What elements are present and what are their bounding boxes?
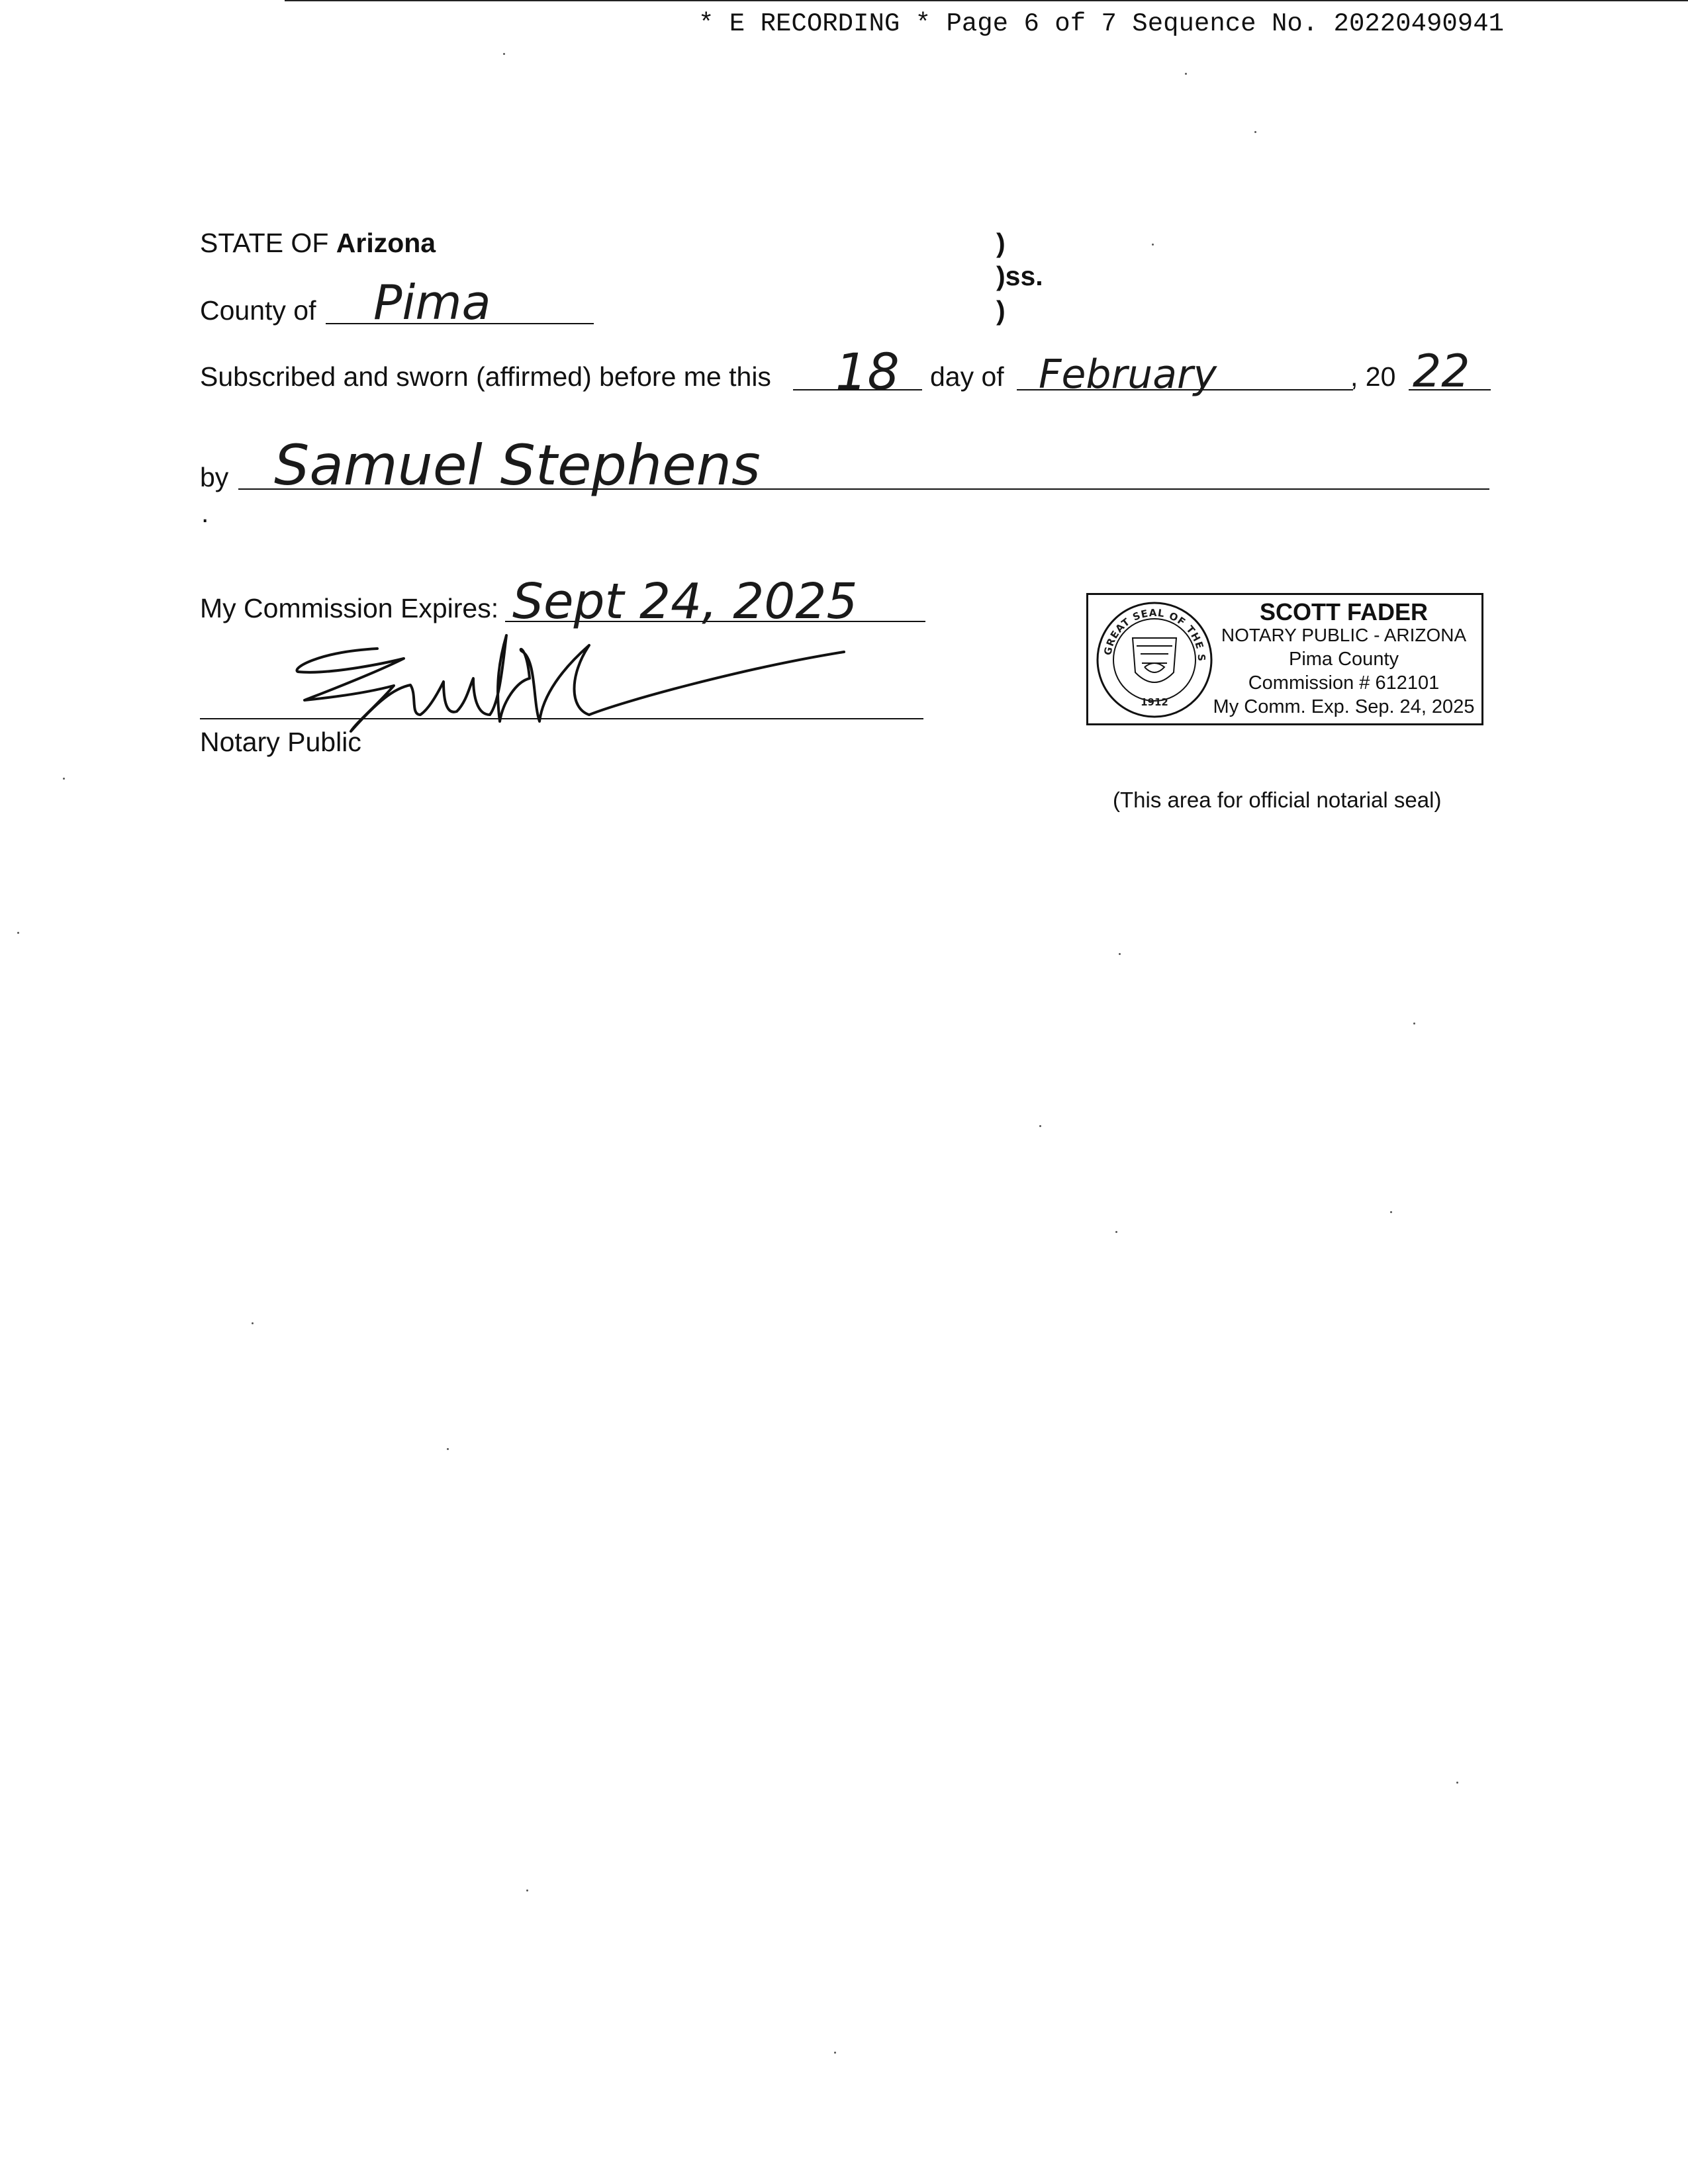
state-line [200, 228, 436, 259]
great-seal-emblem [1090, 590, 1215, 720]
subscribed-text: Subscribed and sworn (affirmed) before me this [200, 361, 771, 392]
commission-handwriting [510, 563, 880, 629]
seal-title: NOTARY PUBLIC - ARIZONA [1221, 625, 1467, 645]
scan-speck [1119, 953, 1121, 955]
venue-paren-1: ) [996, 228, 1006, 258]
day-handwriting [833, 335, 925, 401]
scan-speck [1254, 131, 1256, 133]
scan-speck [1115, 1231, 1117, 1233]
month-handwriting [1036, 335, 1254, 398]
county-handwriting [371, 265, 516, 328]
seal-county: Pima County [1288, 649, 1399, 670]
by-handwriting [271, 424, 761, 498]
seal-commission: Commission # 612101 [1248, 672, 1440, 694]
seal-emblem-text: GREAT SEAL OF THE STATE OF ARIZONA [1090, 590, 1208, 662]
scan-speck [1185, 73, 1187, 75]
state-prefix: STATE OF [200, 228, 336, 258]
seal-area-note: (This area for official notarial seal) [1113, 788, 1442, 812]
commission-value: Sept 24, 2025 [512, 573, 858, 630]
seal-emblem-year: 1912 [1141, 696, 1168, 708]
state-name: Arizona [336, 228, 436, 258]
by-label: by [200, 462, 229, 492]
venue-paren-3: ) [996, 295, 1006, 326]
scan-speck [834, 2052, 836, 2054]
scan-speck [252, 1322, 254, 1324]
top-border-line [285, 0, 1688, 1]
seal-expiration: My Comm. Exp. Sep. 24, 2025 [1213, 696, 1475, 717]
venue-paren-ss: )ss. [996, 261, 1043, 291]
scan-speck [1413, 1023, 1415, 1024]
scan-speck [1456, 1782, 1458, 1784]
year-prefix: , 20 [1350, 361, 1396, 392]
stray-dot: . [201, 498, 209, 528]
scan-speck [1039, 1125, 1041, 1127]
notary-signature [278, 622, 861, 741]
scan-speck [63, 778, 65, 780]
scan-speck [1390, 1211, 1392, 1213]
county-value: Pima [373, 275, 491, 330]
recording-header: * E RECORDING * Page 6 of 7 Sequence No. 20220490941 [698, 9, 1504, 38]
year-value: 22 [1413, 345, 1470, 398]
day-of-label: day of [930, 361, 1004, 392]
county-label: County of [200, 295, 316, 326]
scan-speck [1152, 244, 1154, 246]
scan-speck [526, 1889, 528, 1891]
commission-label: My Commission Expires: [200, 593, 499, 623]
month-value: February [1039, 351, 1217, 398]
seal-name: SCOTT FADER [1259, 598, 1428, 625]
day-value: 18 [835, 342, 900, 401]
scan-speck [447, 1448, 449, 1450]
notary-label: Notary Public [200, 727, 361, 757]
scan-speck [17, 932, 19, 934]
by-value: Samuel Stephens [274, 433, 761, 498]
scan-speck [503, 53, 505, 55]
year-handwriting [1410, 335, 1496, 398]
